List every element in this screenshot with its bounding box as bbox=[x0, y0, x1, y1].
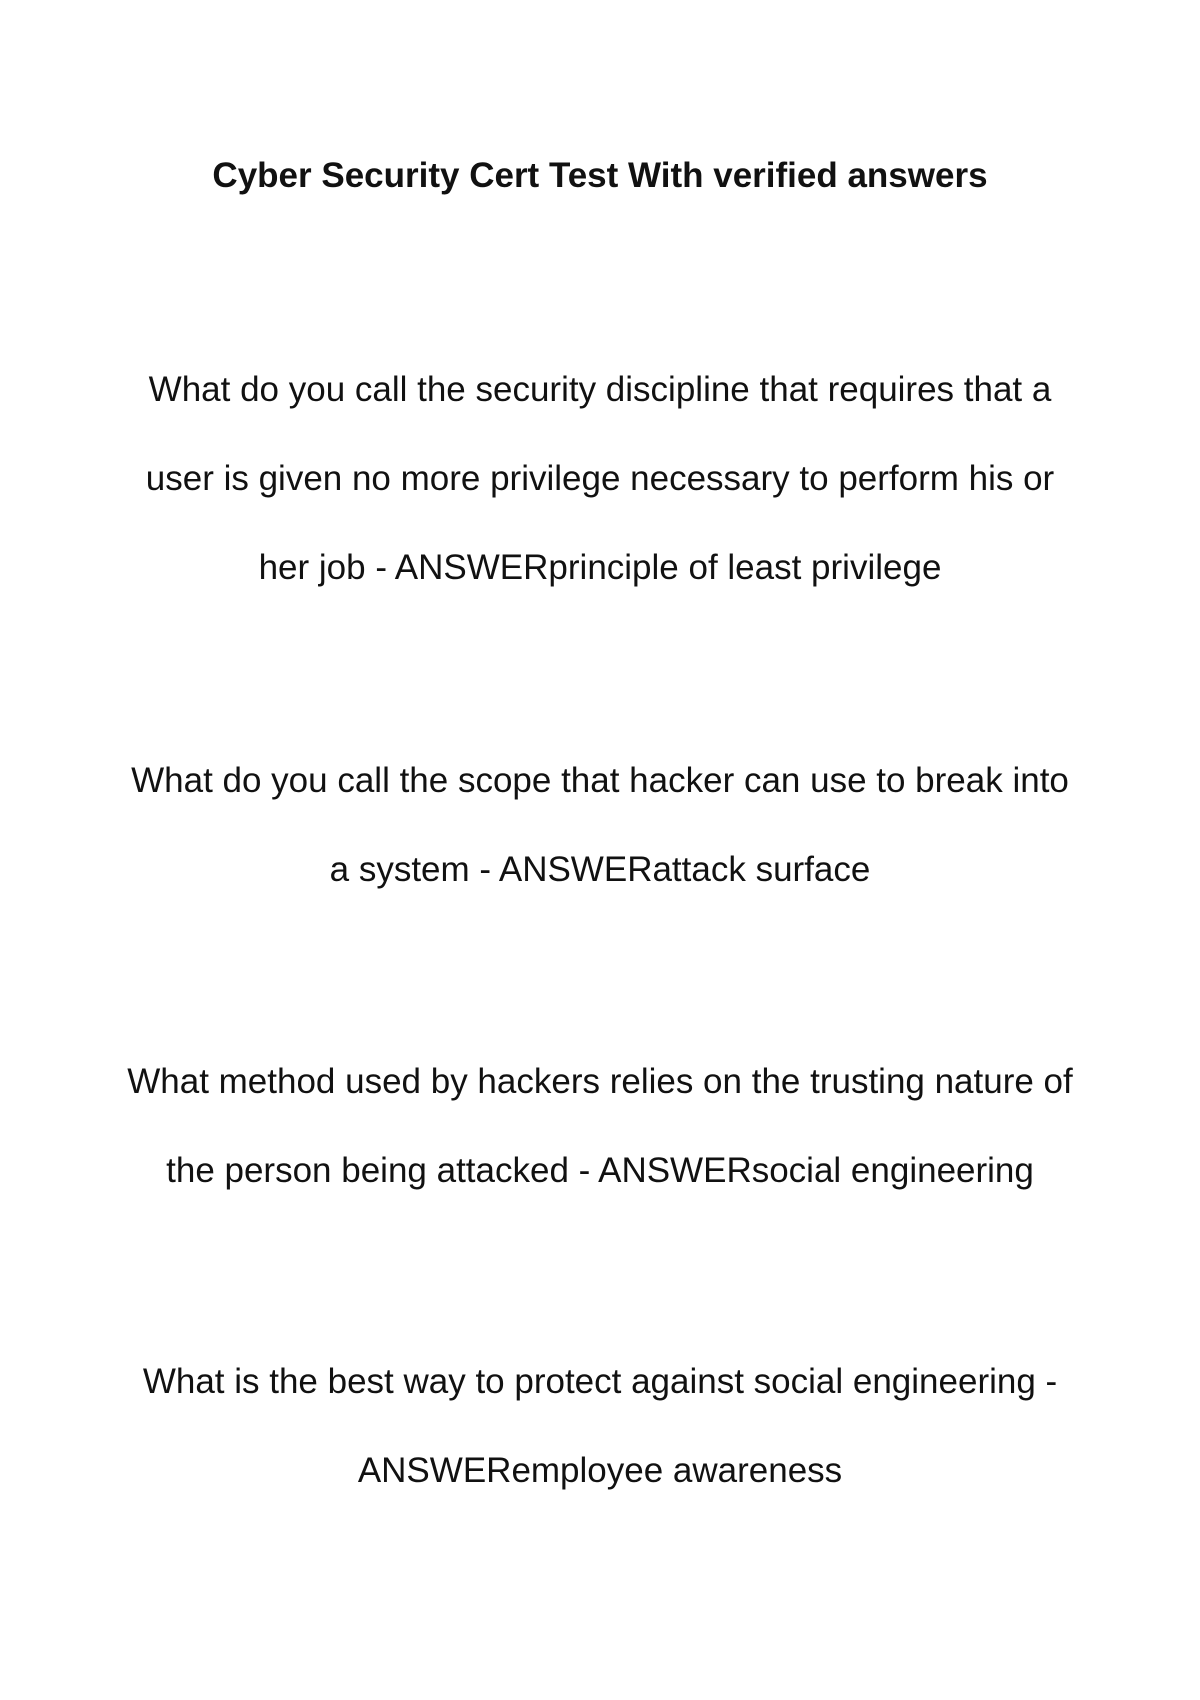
answer-text: employee awareness bbox=[511, 1451, 843, 1490]
answer-text: principle of least privilege bbox=[548, 548, 942, 587]
qa-item bbox=[120, 345, 1080, 612]
answer-text: attack surface bbox=[652, 850, 871, 889]
qa-item bbox=[120, 1037, 1080, 1215]
answer-text: social engineering bbox=[751, 1151, 1034, 1190]
answer-label: ANSWER bbox=[357, 1451, 512, 1490]
question-text: What method used by hackers relies on the trusting nature of the person being attacked - bbox=[127, 1062, 1073, 1190]
qa-item bbox=[120, 1337, 1080, 1515]
document-title: Cyber Security Cert Test With verified answers bbox=[212, 156, 988, 195]
question-text: What do you call the security discipline that requires that a user is given no more privilege necessary to perform his or her job - bbox=[145, 370, 1055, 587]
answer-label: ANSWER bbox=[498, 850, 653, 889]
answer-label: ANSWER bbox=[394, 548, 549, 587]
answer-label: ANSWER bbox=[598, 1151, 752, 1190]
question-text: What do you call the scope that hacker can use to break into a system - bbox=[131, 761, 1069, 889]
question-text: What is the best way to protect against social engineering - bbox=[142, 1362, 1058, 1401]
qa-item bbox=[120, 736, 1080, 914]
